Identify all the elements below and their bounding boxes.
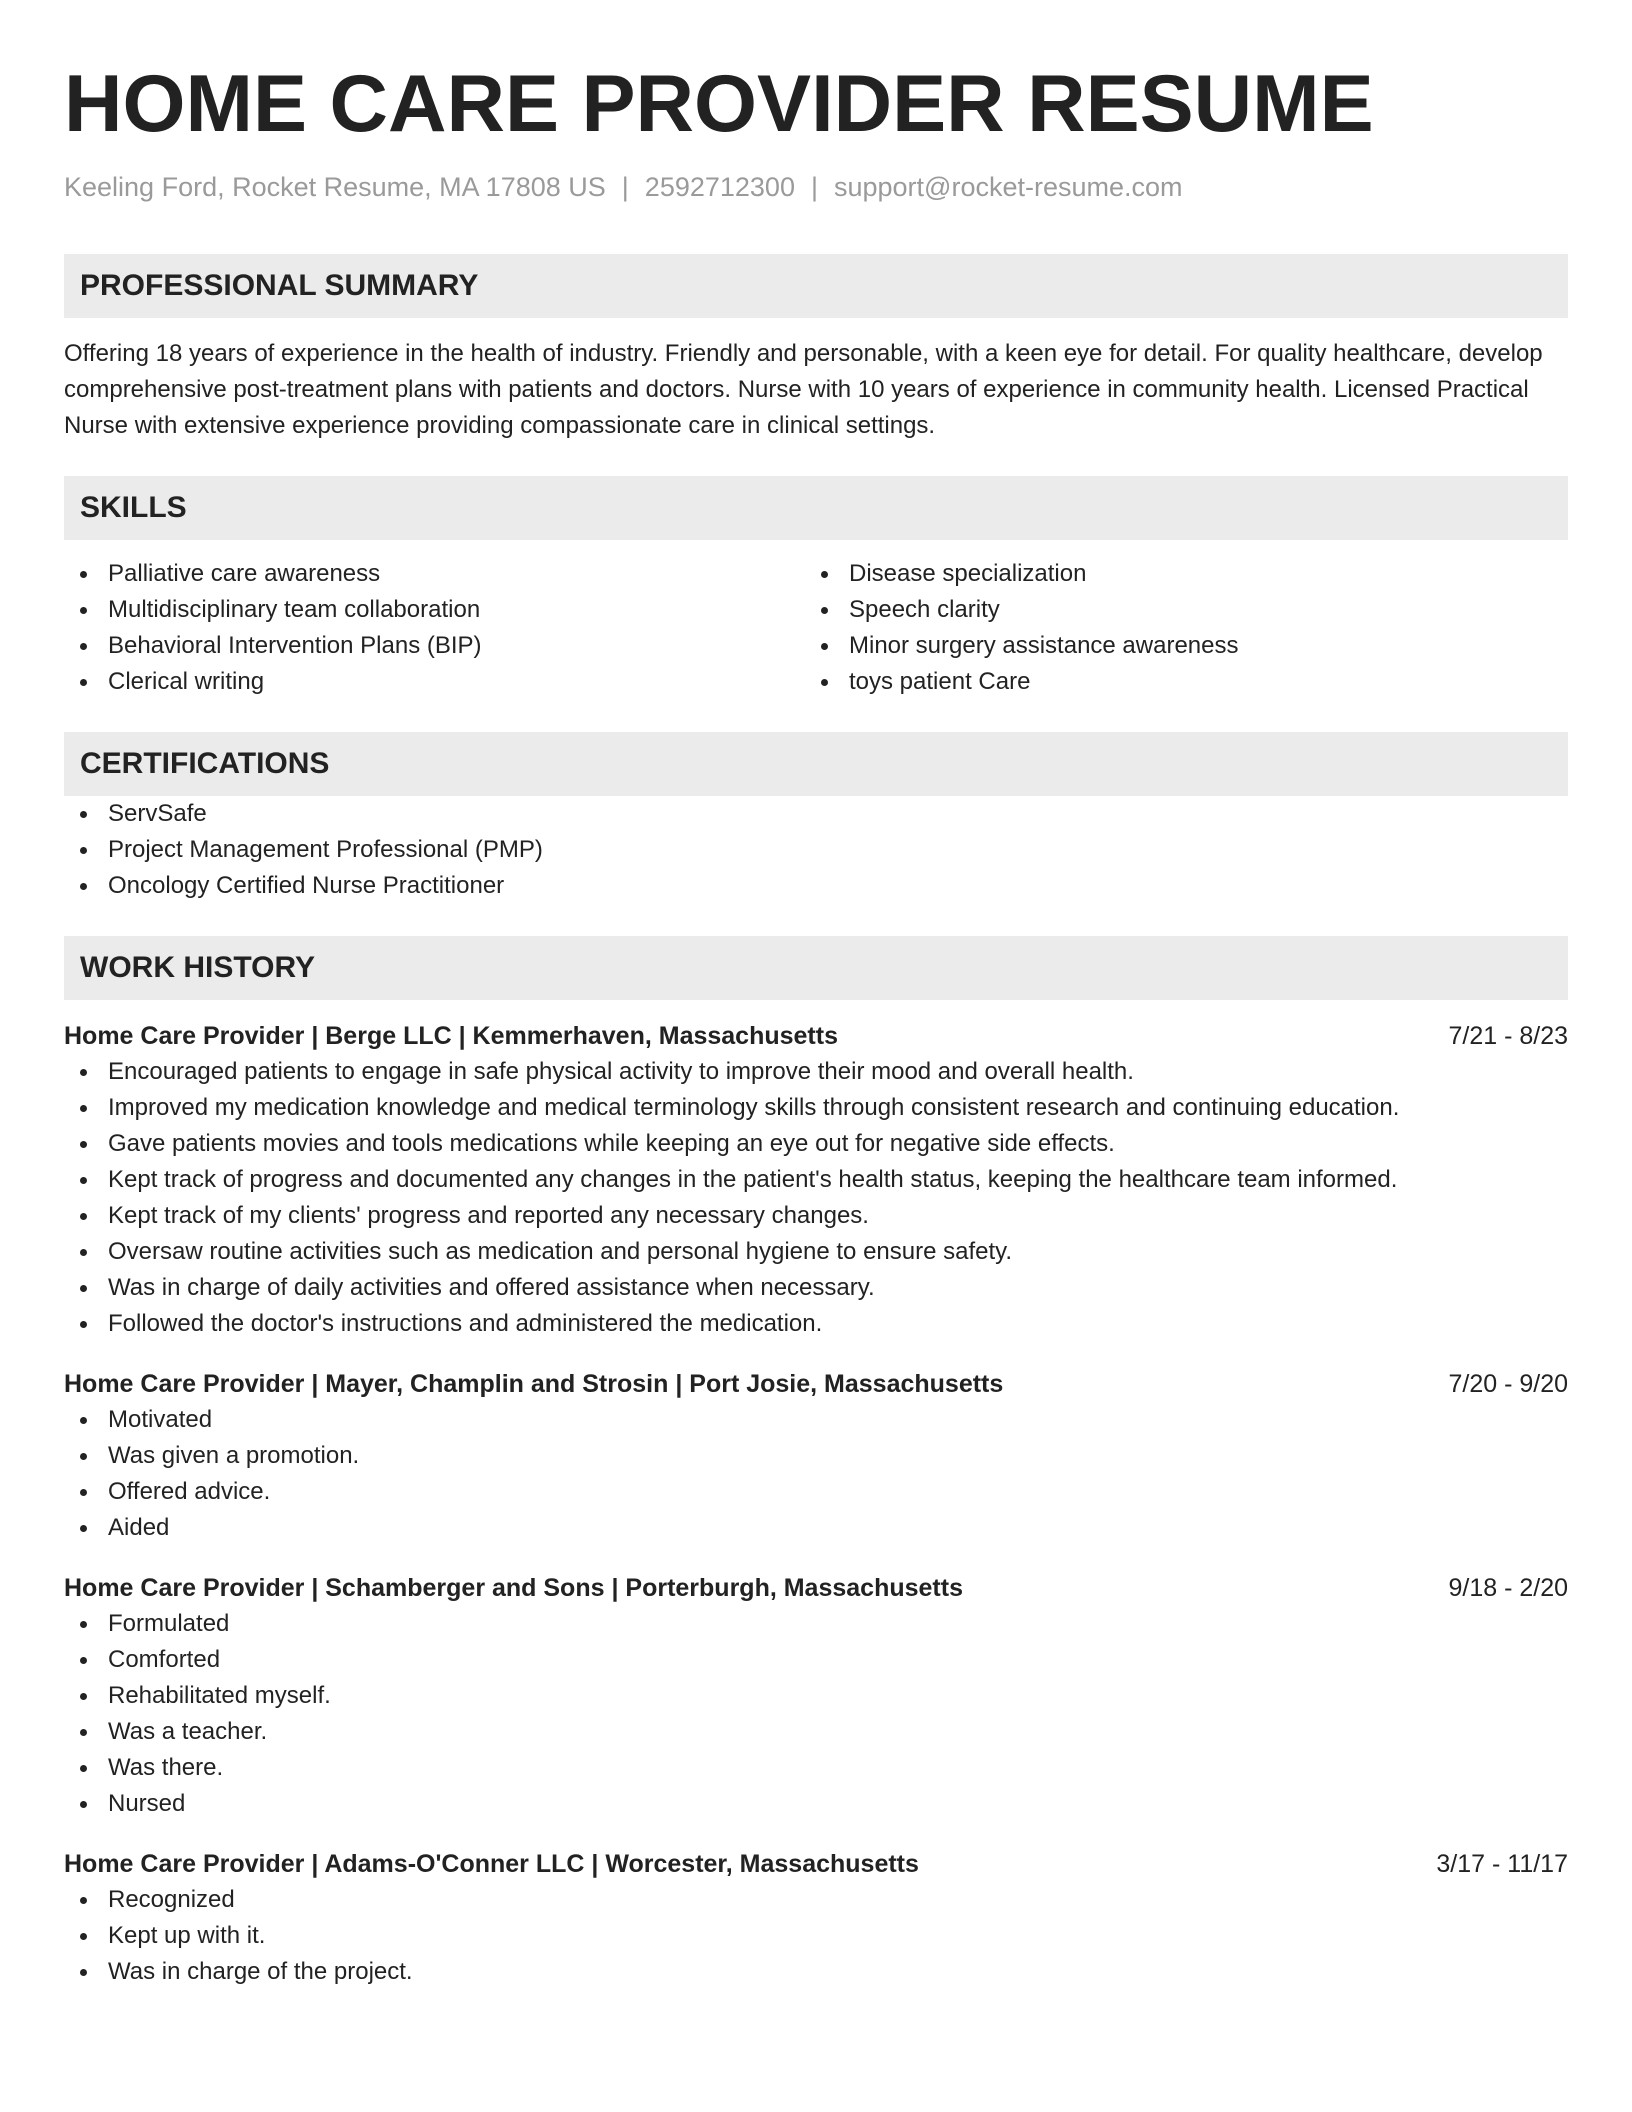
summary-text: Offering 18 years of experience in the health of industry. Friendly and personable, with a keen eye for detail. For quality healthcare, develop comprehensive post-treatment plans with patients and doctors. Nurse with 10 years of experience in community health. Licensed Practical Nurse with extensive experience providing compassionate care in clinical settings. xyxy=(64,340,1543,439)
certification-item: Project Management Professional (PMP) xyxy=(64,832,1568,868)
job-dates: 3/17 - 11/17 xyxy=(1436,1850,1568,1878)
job-bullet: Kept track of my clients' progress and reported any necessary changes. xyxy=(64,1198,1568,1234)
job-header xyxy=(64,1570,1568,1606)
resume-title: HOME CARE PROVIDER RESUME xyxy=(64,59,1374,149)
job-bullet: Aided xyxy=(64,1510,1568,1546)
skill-item: Speech clarity xyxy=(805,592,1546,628)
certifications-list xyxy=(64,796,1568,904)
job-bullet-list xyxy=(64,1054,1568,1342)
job-bullet: Improved my medication knowledge and medical terminology skills through consistent research and continuing education. xyxy=(64,1090,1568,1126)
certifications-heading: CERTIFICATIONS xyxy=(80,747,330,780)
contact-separator: | xyxy=(810,172,818,202)
job-bullet: Rehabilitated myself. xyxy=(64,1678,1568,1714)
job-dates: 7/21 - 8/23 xyxy=(1448,1022,1568,1050)
job-entry xyxy=(64,1366,1568,1546)
certification-item: Oncology Certified Nurse Practitioner xyxy=(64,868,1568,904)
job-bullet: Kept up with it. xyxy=(64,1918,1568,1954)
certification-item: ServSafe xyxy=(64,796,1568,832)
job-bullet: Nursed xyxy=(64,1786,1568,1822)
work-history-heading: WORK HISTORY xyxy=(80,951,316,984)
job-bullet: Was in charge of the project. xyxy=(64,1954,1568,1990)
job-bullet-list xyxy=(64,1882,1568,1990)
skills-list-left xyxy=(64,556,805,700)
skill-item: Palliative care awareness xyxy=(64,556,805,592)
job-bullet: Encouraged patients to engage in safe physical activity to improve their mood and overall health. xyxy=(64,1054,1568,1090)
job-title: Home Care Provider | Adams-O'Conner LLC | Worcester, Massachusetts xyxy=(64,1850,919,1878)
skill-item: toys patient Care xyxy=(805,664,1546,700)
job-title: Home Care Provider | Berge LLC | Kemmerhaven, Massachusetts xyxy=(64,1022,838,1050)
skill-item: Multidisciplinary team collaboration xyxy=(64,592,805,628)
contact-address: Keeling Ford, Rocket Resume, MA 17808 US xyxy=(64,172,606,202)
skills-heading: SKILLS xyxy=(80,491,187,524)
job-bullet: Gave patients movies and tools medications while keeping an eye out for negative side effects. xyxy=(64,1126,1568,1162)
job-bullet: Motivated xyxy=(64,1402,1568,1438)
job-title: Home Care Provider | Mayer, Champlin and Strosin | Port Josie, Massachusetts xyxy=(64,1370,1004,1398)
job-bullet: Followed the doctor's instructions and administered the medication. xyxy=(64,1306,1568,1342)
job-bullet: Was there. xyxy=(64,1750,1568,1786)
job-entry xyxy=(64,1846,1568,1990)
job-dates: 9/18 - 2/20 xyxy=(1448,1574,1568,1602)
summary-section-header xyxy=(64,254,1568,318)
job-bullet: Formulated xyxy=(64,1606,1568,1642)
job-entry xyxy=(64,1570,1568,1822)
job-header xyxy=(64,1846,1568,1882)
contact-line xyxy=(64,170,1568,204)
job-entry xyxy=(64,1018,1568,1342)
job-bullet-list xyxy=(64,1606,1568,1822)
job-bullet: Recognized xyxy=(64,1882,1568,1918)
job-bullet: Was given a promotion. xyxy=(64,1438,1568,1474)
job-header xyxy=(64,1366,1568,1402)
job-bullet: Was in charge of daily activities and offered assistance when necessary. xyxy=(64,1270,1568,1306)
skill-item: Disease specialization xyxy=(805,556,1546,592)
summary-heading: PROFESSIONAL SUMMARY xyxy=(80,269,479,302)
skills-grid xyxy=(64,556,1568,700)
job-title: Home Care Provider | Schamberger and Sons | Porterburgh, Massachusetts xyxy=(64,1574,963,1602)
skills-section-header xyxy=(64,476,1568,540)
job-header xyxy=(64,1018,1568,1054)
contact-separator: | xyxy=(621,172,629,202)
job-dates: 7/20 - 9/20 xyxy=(1448,1370,1568,1398)
job-bullet: Oversaw routine activities such as medication and personal hygiene to ensure safety. xyxy=(64,1234,1568,1270)
contact-phone: 2592712300 xyxy=(644,172,795,202)
skill-item: Clerical writing xyxy=(64,664,805,700)
skill-item: Minor surgery assistance awareness xyxy=(805,628,1546,664)
work-history-section-header xyxy=(64,936,1568,1000)
contact-email: support@rocket-resume.com xyxy=(833,172,1183,202)
certifications-section-header xyxy=(64,732,1568,796)
job-bullet: Was a teacher. xyxy=(64,1714,1568,1750)
job-bullet: Kept track of progress and documented any changes in the patient's health status, keeping the healthcare team informed. xyxy=(64,1162,1568,1198)
job-bullet: Offered advice. xyxy=(64,1474,1568,1510)
job-bullet-list xyxy=(64,1402,1568,1546)
job-bullet: Comforted xyxy=(64,1642,1568,1678)
skills-list-right xyxy=(805,556,1546,700)
skill-item: Behavioral Intervention Plans (BIP) xyxy=(64,628,805,664)
